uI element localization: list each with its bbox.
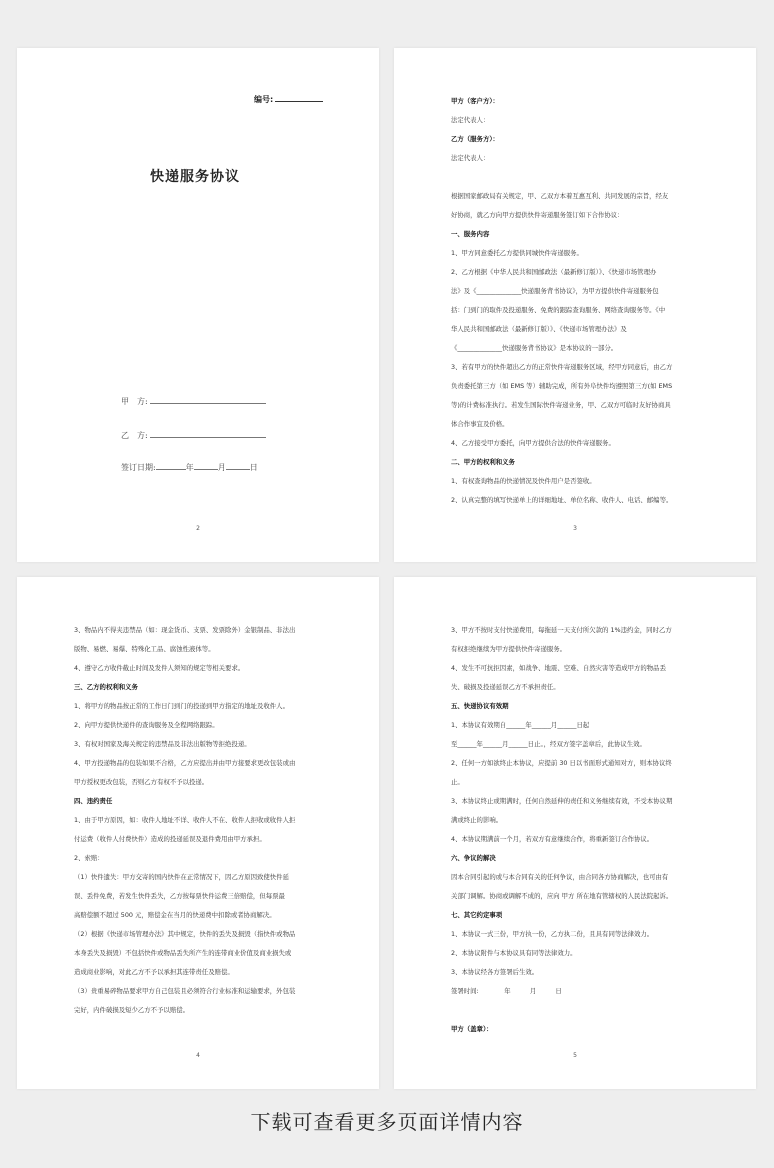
page-5-body xyxy=(451,626,713,1044)
serial-underline xyxy=(275,94,323,102)
page-4 xyxy=(17,577,379,1089)
text-line: 4、遵守乙方收件截止时间及发件人须知的规定等相关要求。 xyxy=(74,664,245,672)
text-line: 至______年______月______日止。，经双方签字盖章后，此协议生效。 xyxy=(451,740,646,748)
section-heading: 甲方（客户方）： xyxy=(451,97,499,105)
sign-date-row: 签订日期: 年 月 日 xyxy=(121,463,258,472)
page-number: 3 xyxy=(573,525,577,532)
text-line: 1、甲方同意委托乙方提供同城快件寄递服务。 xyxy=(451,249,583,257)
text-line: 2、乙方根据《中华人民共和国邮政法（最新修订版）》、《快递市场管理办 xyxy=(451,268,657,276)
text-line: 法》及《______________快递服务背书协议》，为甲方提供快件寄递服务包 xyxy=(451,287,659,295)
text-line: 2、任何一方如欲终止本协议，应提前 30 日以书面形式通知对方，则本协议终 xyxy=(451,759,672,767)
text-line: 根据国家邮政局有关规定，甲、乙双方本着互惠互利、共同发展的宗旨，经友 xyxy=(451,192,669,200)
text-line: 负责委托第三方（如 EMS 等）辅助完成，所有外阜快件均遵照第三方(如 EMS xyxy=(451,382,673,390)
page-4-body xyxy=(74,626,336,1025)
text-line: 1、有权查询物品的快递情况及快件用户是否签收。 xyxy=(451,477,596,485)
section-heading: 三、乙方的权利和义务 xyxy=(74,683,138,691)
section-heading: 五、快递协议有效期 xyxy=(451,702,509,710)
text-line: 体合作事宜及价格。 xyxy=(451,420,509,428)
text-line: 《______________快递服务背书协议》是本协议的一部分。 xyxy=(451,344,618,352)
text-line: 1、将甲方的物品按正常的工作日门到门的投递到甲方指定的地址及收件人。 xyxy=(74,702,289,710)
text-line: 误、丢件免费，若发生快件丢失，乙方按每票快件运费三倍赔偿，但每票最 xyxy=(74,892,285,900)
text-line: 止。 xyxy=(451,778,464,786)
page-number: 2 xyxy=(196,525,200,532)
text-line: 2、向甲方提供快递件的查询服务及全程网络跟踪。 xyxy=(74,721,219,729)
text-line: 等)的计费标准执行。若发生国际快件寄递业务，甲、乙双方可临时友好协商具 xyxy=(451,401,671,409)
text-line: 括：门到门的取件及投递服务、免费的跟踪查询服务、网络查询服务等。《中 xyxy=(451,306,666,314)
text-line: 好协商，就乙方向甲方提供快件寄递服务签订如下合作协议： xyxy=(451,211,624,219)
text-line: 付运费（收件人付费快件）造成的投递延误及退件费用由甲方承担。 xyxy=(74,835,266,843)
page-number: 5 xyxy=(573,1052,577,1059)
document-title: 快递服务协议 xyxy=(150,169,240,185)
text-line: 完好，内件破损及短少乙方不予以赔偿。 xyxy=(74,1006,190,1014)
text-line: 1、本协议有效期自______年______月______日起 xyxy=(451,721,590,729)
section-heading: 乙方（服务方）： xyxy=(451,135,499,143)
text-line: （1）快件遗失：甲方交寄的国内快件在正常情况下，因乙方原因致使快件延 xyxy=(74,873,289,881)
party-b-sign-row: 乙 方: xyxy=(121,429,266,441)
text-line: 有权拒绝继续为甲方提供快件寄递服务。 xyxy=(451,645,567,653)
text-line: 3、甲方不按时支付快递费用，每拖延一天支付所欠款的 1%违约金，同时乙方 xyxy=(451,626,672,634)
text-line: 失、破损及投递延误乙方不承担责任。 xyxy=(451,683,560,691)
text-line: 满或终止的影响。 xyxy=(451,816,503,824)
text-line: 3、有权对国家及海关规定的违禁品及非法出版物等拒绝投递。 xyxy=(74,740,251,748)
section-heading: 七、其它约定事项 xyxy=(451,911,503,919)
text-line: 2、索赔： xyxy=(74,854,104,862)
text-line: 版物、易燃、易爆、特殊化工品、腐蚀性液体等。 xyxy=(74,645,215,653)
text-line: 法定代表人： xyxy=(451,116,490,124)
text-line: 华人民共和国邮政法（最新修订版）》、《快递市场管理办法》及 xyxy=(451,325,627,333)
text-line: 关部门调解。协商或调解不成的，应向 甲方 所在地有管辖权的人民法院起诉。 xyxy=(451,892,673,900)
text-line: 3、本协议终止或期满时，任何自然延伸的责任和义务继续有效，不受本协议期 xyxy=(451,797,673,805)
text-line: 4、甲方投递物品的包装如果不合格，乙方应提出并由甲方接要求更改包装或由 xyxy=(74,759,296,767)
text-line: 因本合同引起的或与本合同有关的任何争议，由合同各方协商解决，也可由有 xyxy=(451,873,669,881)
section-heading: 四、违约责任 xyxy=(74,797,113,805)
text-line: 2、认真完整的填写快递单上的详细地址、单位名称、收件人、电话、邮编等。 xyxy=(451,496,673,504)
text-line: 2、本协议附件与本协议具有同等法律效力。 xyxy=(451,949,577,957)
section-heading: 一、服务内容 xyxy=(451,230,490,238)
party-a-line xyxy=(150,395,266,404)
text-line: 高赔偿额不超过 500 元，赔偿金在当月的快递费中扣除或者协商解决。 xyxy=(74,911,276,919)
section-heading: 六、争议的解决 xyxy=(451,854,496,862)
text-line: 4、发生不可抗拒因素，如战争、地震、空难、自然灾害等造成甲方的物品丢 xyxy=(451,664,666,672)
text-line: （2）根据《快递市场管理办法》其中规定，快件的丢失及损毁（指快件或物品 xyxy=(74,930,296,938)
text-line: 1、本协议一式三份，甲方执一份，乙方执二份，且具有同等法律效力。 xyxy=(451,930,654,938)
text-line: 造成商业影响，对此乙方不予以承担其连带责任及赔偿。 xyxy=(74,968,234,976)
page-5 xyxy=(394,577,756,1089)
party-a-sign-row: 甲 方: xyxy=(121,395,266,407)
page-3-body xyxy=(451,97,713,515)
text-line: （3）贵重易碎物品要求甲方自己包装且必须符合行业标准和运输要求，外包装 xyxy=(74,987,296,995)
page-number: 4 xyxy=(196,1052,200,1059)
text-line: 甲方授权更改包装，否则乙方有权不予以投递。 xyxy=(74,778,209,786)
text-line: 1、由于甲方原因，如：收件人地址不详、收件人不在、收件人拒收或收件人拒 xyxy=(74,816,296,824)
party-b-line xyxy=(150,429,266,438)
text-line: 签署时间: 年 月 日 xyxy=(451,987,562,995)
text-line: 法定代表人： xyxy=(451,154,490,162)
text-line: 3、若有甲方的快件超出乙方的正常快件寄递服务区域，经甲方同意后，由乙方 xyxy=(451,363,673,371)
section-heading: 甲方（盖章）： xyxy=(451,1025,493,1033)
download-more-caption: 下载可查看更多页面详情内容 xyxy=(250,1110,524,1134)
text-line xyxy=(451,1006,713,1014)
text-line: 3、物品内不得夹违禁品（如：现金货币、支票、发票除外）金银制品、非法出 xyxy=(74,626,296,634)
text-line: 3、本协议经各方签署后生效。 xyxy=(451,968,539,976)
text-line: 4、本协议期满前一个月，若双方有意继续合作，将重新签订合作协议。 xyxy=(451,835,654,843)
serial-number: 编号: xyxy=(254,94,323,105)
page-3 xyxy=(394,48,756,562)
section-heading: 二、甲方的权利和义务 xyxy=(451,458,515,466)
text-line: 本身丢失及损毁）不包括快件或物品丢失所产生的连带商业价值及商业损失或 xyxy=(74,949,292,957)
text-line: 4、乙方接受甲方委托，向甲方提供合法的快件寄递服务。 xyxy=(451,439,615,447)
text-line xyxy=(451,173,713,181)
page-2 xyxy=(17,48,379,562)
